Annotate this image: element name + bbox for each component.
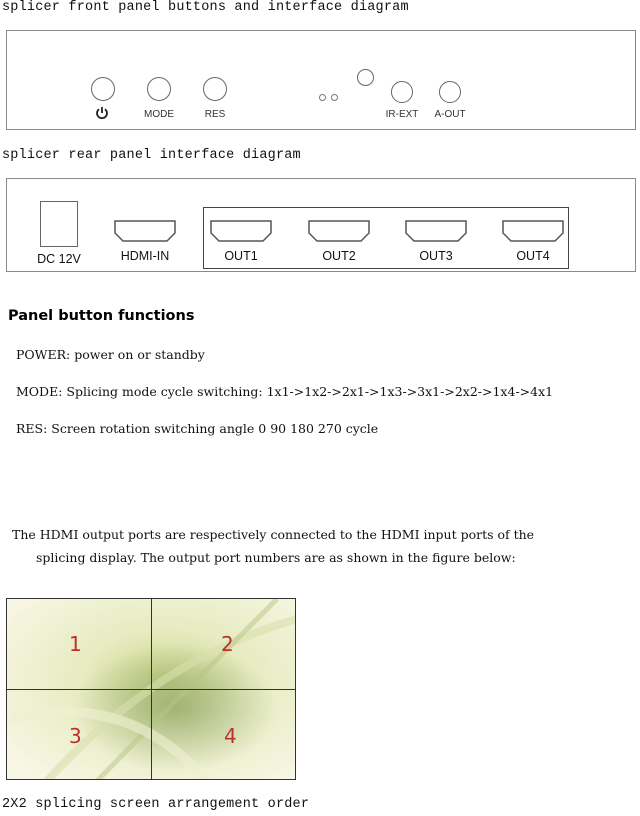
hdmi-in-label: HDMI-IN: [120, 249, 170, 263]
res-label: RES: [204, 109, 226, 120]
front-panel-caption: splicer front panel buttons and interface diagram: [2, 0, 409, 15]
hdmi-out2-port[interactable]: [307, 219, 371, 243]
indicator-led-1: [319, 94, 326, 101]
dc-power-jack[interactable]: [40, 201, 78, 247]
out2-label: OUT2: [322, 249, 356, 263]
ir-receiver: [357, 69, 374, 86]
description-line-1: The HDMI output ports are respectively connected to the HDMI input ports of the: [12, 527, 535, 542]
mode-label: MODE: [144, 109, 174, 120]
tile-number-3: 3: [69, 724, 82, 748]
res-function-text: RES: Screen rotation switching angle 0 90 180 270 cycle: [16, 421, 379, 436]
front-panel: [6, 30, 636, 130]
power-function-text: POWER: power on or standby: [16, 347, 205, 362]
out3-label: OUT3: [419, 249, 453, 263]
hdmi-out4-port[interactable]: [501, 219, 565, 243]
rear-panel-caption: splicer rear panel interface diagram: [2, 148, 301, 163]
functions-title: Panel button functions: [8, 308, 195, 324]
ir-ext-port[interactable]: [391, 81, 413, 103]
tile-1: [7, 599, 152, 690]
tile-number-2: 2: [221, 632, 234, 656]
indicator-led-2: [331, 94, 338, 101]
dc-label: DC 12V: [37, 252, 81, 266]
tile-4: [152, 690, 296, 780]
tile-number-1: 1: [69, 632, 82, 656]
mode-button[interactable]: [147, 77, 171, 101]
ir-ext-label: IR-EXT: [385, 109, 419, 120]
rear-panel: [6, 178, 636, 272]
hdmi-in-port[interactable]: [113, 219, 177, 243]
tile-number-4: 4: [224, 724, 237, 748]
a-out-port[interactable]: [439, 81, 461, 103]
splicing-screen-grid: [6, 598, 296, 780]
tile-3: [7, 690, 152, 780]
power-button[interactable]: [91, 77, 115, 101]
a-out-label: A-OUT: [434, 109, 466, 120]
screen-caption: 2X2 splicing screen arrangement order: [2, 797, 310, 812]
description-line-2: splicing display. The output port numbers are as shown in the figure below:: [36, 550, 516, 565]
mode-function-text: MODE: Splicing mode cycle switching: 1x1->1x2->2x1->1x3->3x1->2x2->1x4->4x1: [16, 384, 554, 399]
hdmi-out3-port[interactable]: [404, 219, 468, 243]
out1-label: OUT1: [224, 249, 258, 263]
power-icon: [94, 105, 110, 121]
res-button[interactable]: [203, 77, 227, 101]
hdmi-out1-port[interactable]: [209, 219, 273, 243]
tile-2: [152, 599, 296, 690]
out4-label: OUT4: [516, 249, 550, 263]
